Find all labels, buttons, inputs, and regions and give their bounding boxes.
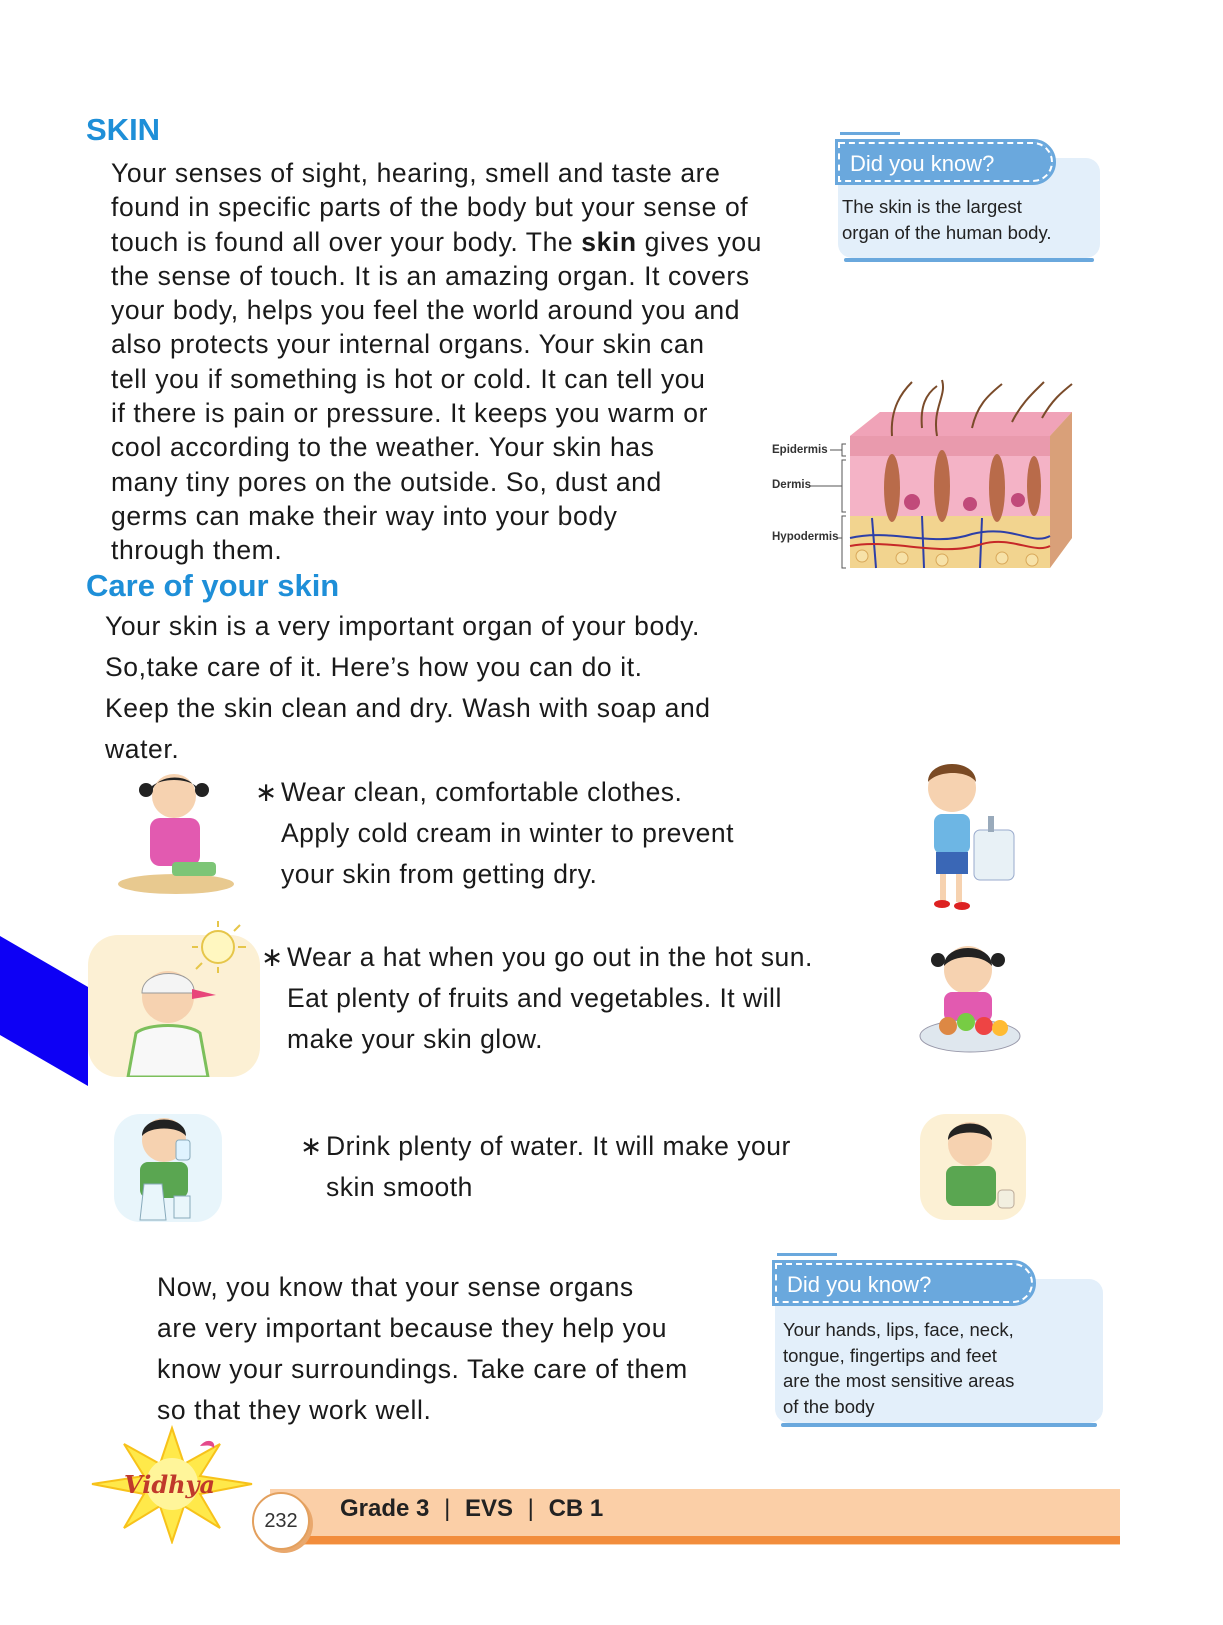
dyk-accent-line <box>840 132 900 135</box>
closing-paragraph: Now, you know that your sense organs are very important because they help you know your surroundings. Take care of them so that they work well. <box>157 1272 688 1425</box>
skin-paragraph-line: germs can make their way into your body <box>111 500 618 531</box>
skin-paragraph-line: cool according to the weather. Your skin has <box>111 432 655 463</box>
vidhya-logo <box>88 1424 256 1544</box>
footer-title <box>340 1495 603 1523</box>
footer-book: CB 1 <box>548 1495 604 1522</box>
dermis-label: Dermis <box>772 479 811 491</box>
boy-applying-cream-illustration <box>916 1110 1028 1226</box>
girl-eating-fruits-illustration <box>904 932 1034 1060</box>
dyk-accent-line <box>777 1253 837 1256</box>
skin-bold-term: skin <box>581 226 637 257</box>
did-you-know-box-2 <box>775 1272 1103 1423</box>
care-intro-line: Keep the skin clean and dry. Wash with soap and <box>105 693 711 723</box>
bullet-icon: ∗ <box>261 942 284 972</box>
bullet-icon: ∗ <box>255 777 278 807</box>
footer-separator: | <box>527 1495 534 1522</box>
bullet-icon: ∗ <box>300 1131 323 1161</box>
care-tip-1: ∗ Wear clean, comfortable clothes. Apply cold cream in winter to prevent your skin from getting dry. <box>255 772 855 895</box>
care-tip-2: ∗ Wear a hat when you go out in the hot sun. Eat plenty of fruits and vegetables. It will make your skin glow. <box>261 937 901 1060</box>
did-you-know-title: Did you know? <box>838 142 1053 182</box>
skin-paragraph-line: found in specific parts of the body but your sense of <box>111 192 749 223</box>
footer-grade: Grade 3 <box>340 1495 430 1522</box>
care-heading: Care of your skin <box>86 568 340 603</box>
skin-cross-section-diagram <box>772 378 1082 574</box>
skin-paragraph-line: if there is pain or pressure. It keeps you warm or <box>111 398 709 429</box>
skin-paragraph <box>111 156 831 568</box>
skin-diagram-illustration <box>772 378 1082 574</box>
logo-text: Vidhya <box>124 1470 216 1499</box>
girl-folding-clothes-illustration <box>116 766 238 894</box>
did-you-know-text: The skin is the largest organ of the human body. <box>842 196 1052 243</box>
boy-washing-hands-illustration <box>918 756 1018 914</box>
dyk-bottom-line <box>844 258 1094 262</box>
skin-paragraph-line: also protects your internal organs. Your skin can <box>111 329 705 360</box>
skin-paragraph-line: tell you if something is hot or cold. It can tell you <box>111 363 706 394</box>
footer-subject: EVS <box>464 1495 513 1522</box>
care-intro-line: Your skin is a very important organ of your body. <box>105 611 701 641</box>
did-you-know-text: Your hands, lips, face, neck, tongue, fingertips and feet are the most sensitive areas of the body <box>783 1319 1015 1417</box>
care-intro-line: So,take care of it. Here’s how you can do it. <box>105 652 643 682</box>
boy-wearing-hat-in-sun-illustration <box>88 915 260 1077</box>
skin-paragraph-line: your body, helps you feel the world around you and <box>111 295 741 326</box>
skin-paragraph-line: touch is found all over your body. The skin gives you <box>111 226 763 257</box>
footer-accent-line <box>290 1536 1120 1544</box>
skin-paragraph-line: Your senses of sight, hearing, smell and taste are <box>111 158 721 188</box>
hypodermis-label: Hypodermis <box>772 531 839 543</box>
footer-separator: | <box>444 1495 451 1522</box>
page-number: 232 <box>252 1492 310 1550</box>
care-intro <box>105 606 825 770</box>
skin-paragraph-line: through them. <box>111 535 283 566</box>
skin-heading: SKIN <box>86 112 161 147</box>
boy-drinking-water-illustration <box>104 1104 224 1224</box>
skin-paragraph-line: many tiny pores on the outside. So, dust and <box>111 466 662 497</box>
care-tip-3: ∗ Drink plenty of water. It will make your skin smooth <box>300 1126 900 1208</box>
care-intro-line: water. <box>105 734 180 764</box>
dyk-bottom-line <box>781 1423 1097 1427</box>
side-color-tab <box>0 936 88 1086</box>
epidermis-label: Epidermis <box>772 444 828 456</box>
did-you-know-title: Did you know? <box>775 1263 1033 1303</box>
did-you-know-box-1 <box>838 151 1100 258</box>
skin-paragraph-line: the sense of touch. It is an amazing organ. It covers <box>111 260 750 291</box>
